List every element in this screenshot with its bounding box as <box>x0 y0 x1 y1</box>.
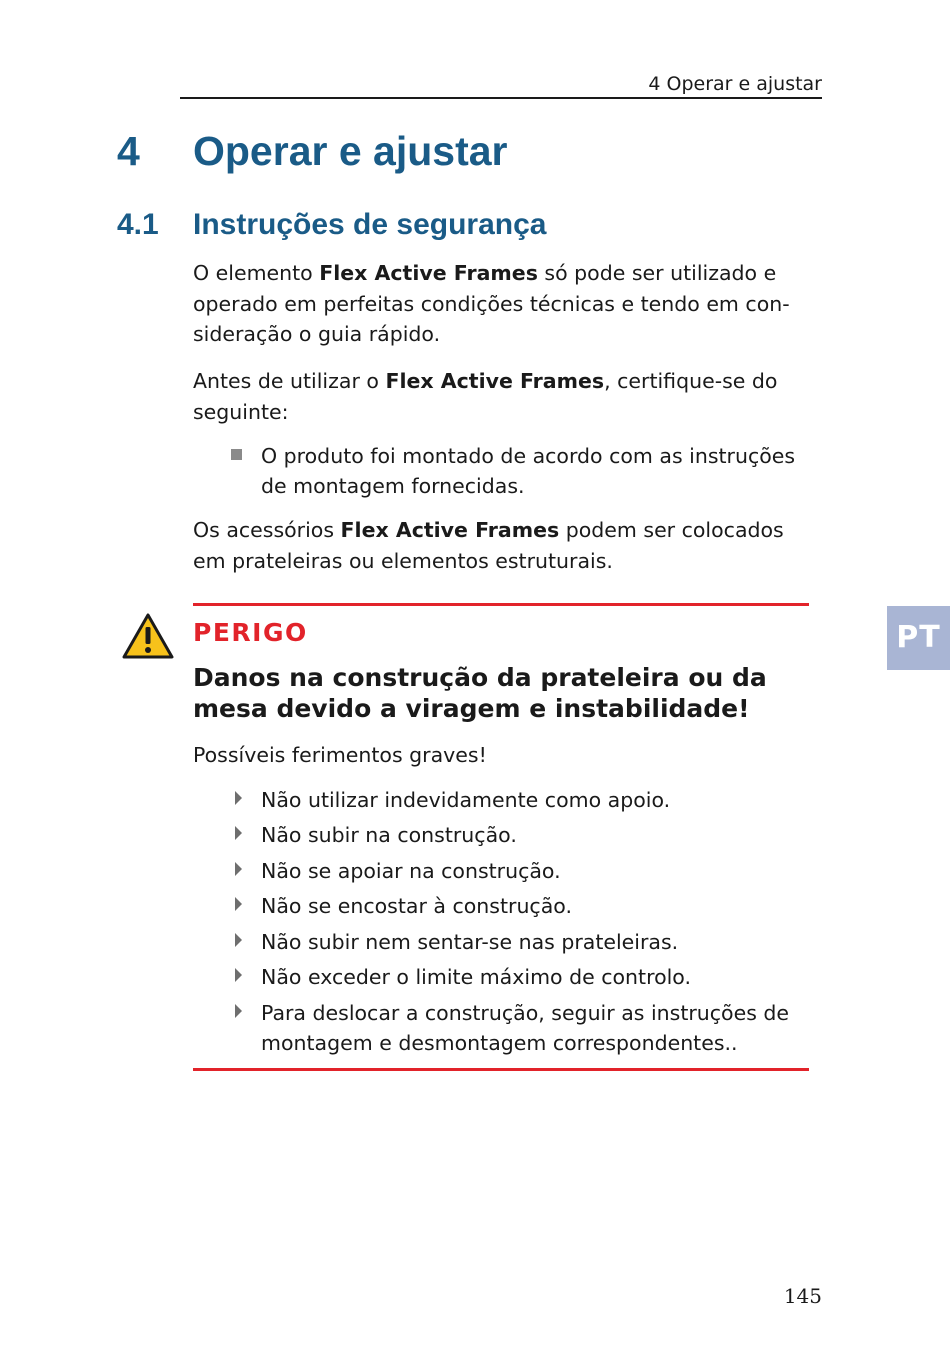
paragraph-prerequisite: Antes de utilizar o Flex Active Frames, certifique-se do seguinte: <box>193 369 778 424</box>
language-tab: PT <box>887 606 950 670</box>
action-item: Não subir na construção. <box>261 823 517 847</box>
section-number: 4.1 <box>117 208 159 241</box>
chapter-number: 4 <box>117 128 140 174</box>
action-arrow-icon <box>234 967 243 983</box>
warning-triangle-icon <box>121 612 175 660</box>
square-bullet-icon <box>231 449 242 460</box>
action-item: Não subir nem sentar-se nas prateleiras. <box>261 930 679 954</box>
chapter-title: Operar e ajustar <box>193 128 508 174</box>
action-item: Não se encostar à construção. <box>261 894 572 918</box>
paragraph-accessories: Os acessórios Flex Active Frames podem ser colocados em prateleiras ou elementos estruturais. <box>193 518 784 573</box>
action-item: Não se apoiar na construção. <box>261 859 561 883</box>
action-arrow-icon <box>234 825 243 841</box>
warning-bottom-rule <box>193 1068 809 1071</box>
action-arrow-icon <box>234 861 243 877</box>
warning-top-rule <box>193 603 809 606</box>
action-item: Não utilizar indevidamente como apoio. <box>261 788 671 812</box>
action-arrow-icon <box>234 896 243 912</box>
action-arrow-icon <box>234 932 243 948</box>
prerequisite-item: O produto foi montado de acordo com as instruções de montagem fornecidas. <box>261 444 796 498</box>
hazard-description: Danos na construção da prateleira ou da mesa devido a viragem e instabilidade! <box>193 663 767 723</box>
running-header: 4 Operar e ajustar <box>180 72 822 99</box>
page-number: 145 <box>783 1284 822 1308</box>
hazard-consequence: Possíveis ferimentos graves! <box>193 743 487 767</box>
action-item: Não exceder o limite máximo de controlo. <box>261 965 691 989</box>
paragraph-intro: O elemento Flex Active Frames só pode ser utilizado e operado em perfeitas condições técnicas e tendo em con-sideração o guia rápido. <box>193 261 790 346</box>
action-arrow-icon <box>234 790 243 806</box>
action-arrow-icon <box>234 1003 243 1019</box>
action-item: Para deslocar a construção, seguir as instruções de montagem e desmontagem correspondentes.. <box>261 1001 790 1055</box>
signal-word: PERIGO <box>193 618 308 647</box>
section-title: Instruções de segurança <box>193 208 547 241</box>
